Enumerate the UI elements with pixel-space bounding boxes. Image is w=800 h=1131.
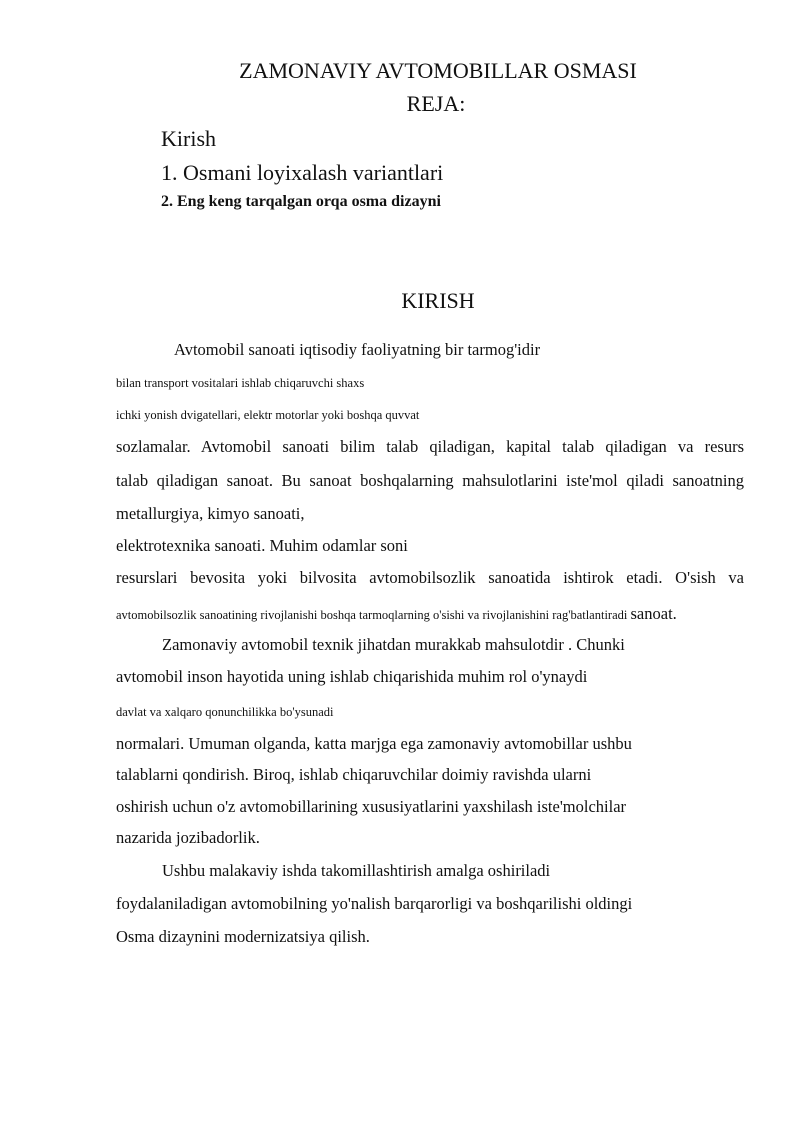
paragraph-line: resurslari bevosita yoki bilvosita avtomobilsozlik sanoatida ishtirok etadi. O'sish va — [116, 568, 744, 587]
paragraph-line: bilan transport vositalari ishlab chiqaruvchi shaxs — [116, 376, 365, 390]
plan-item: Kirish — [161, 126, 216, 151]
document-title: ZAMONAVIY AVTOMOBILLAR OSMASI — [239, 58, 637, 83]
paragraph-line: ichki yonish dvigatellari, elektr motorlar yoki boshqa quvvat — [116, 408, 420, 422]
paragraph-line: metallurgiya, kimyo sanoati, — [116, 504, 305, 523]
plan-heading: REJA: — [406, 91, 466, 116]
paragraph-line: nazarida jozibadorlik. — [116, 828, 260, 847]
paragraph-line: foydalaniladigan avtomobilning yo'nalish barqarorligi va boshqarilishi oldingi — [116, 894, 633, 913]
paragraph-line: sozlamalar. Avtomobil sanoati bilim talab qiladigan, kapital talab qiladigan va resurs — [116, 437, 744, 456]
paragraph-line-end: sanoat. — [630, 604, 677, 623]
paragraph-line: oshirish uchun o'z avtomobillarining xususiyatlarini yaxshilash iste'molchilar — [116, 797, 627, 816]
paragraph-line: elektrotexnika sanoati. Muhim odamlar soni — [116, 536, 408, 555]
paragraph-line: Avtomobil sanoati iqtisodiy faoliyatning bir tarmog'idir — [174, 340, 541, 359]
paragraph-line: Osma dizaynini modernizatsiya qilish. — [116, 927, 370, 946]
plan-item: 1. Osmani loyixalash variantlari — [161, 160, 444, 185]
paragraph-line: normalari. Umuman olganda, katta marjga ega zamonaviy avtomobillar ushbu — [116, 734, 632, 753]
paragraph-line: talab qiladigan sanoat. Bu sanoat boshqalarning mahsulotlarini iste'mol qiladi sanoatning — [116, 471, 744, 490]
plan-item: 2. Eng keng tarqalgan orqa osma dizayni — [161, 193, 441, 210]
paragraph-line: talablarni qondirish. Biroq, ishlab chiqaruvchilar doimiy ravishda ularni — [116, 765, 592, 784]
paragraph-line: avtomobil inson hayotida uning ishlab chiqarishida muhim rol o'ynaydi — [116, 667, 588, 686]
paragraph-line: Ushbu malakaviy ishda takomillashtirish amalga oshiriladi — [162, 861, 551, 880]
paragraph-line: Zamonaviy avtomobil texnik jihatdan murakkab mahsulotdir . Chunki — [162, 635, 625, 654]
paragraph-line: davlat va xalqaro qonunchilikka bo'ysunadi — [116, 705, 334, 719]
paragraph-line-text: avtomobilsozlik sanoatining rivojlanishi boshqa tarmoqlarning o'sishi va rivojlanishini rag'batlantiradi — [116, 608, 628, 622]
section-heading: KIRISH — [401, 288, 475, 313]
paragraph-line — [116, 606, 677, 623]
